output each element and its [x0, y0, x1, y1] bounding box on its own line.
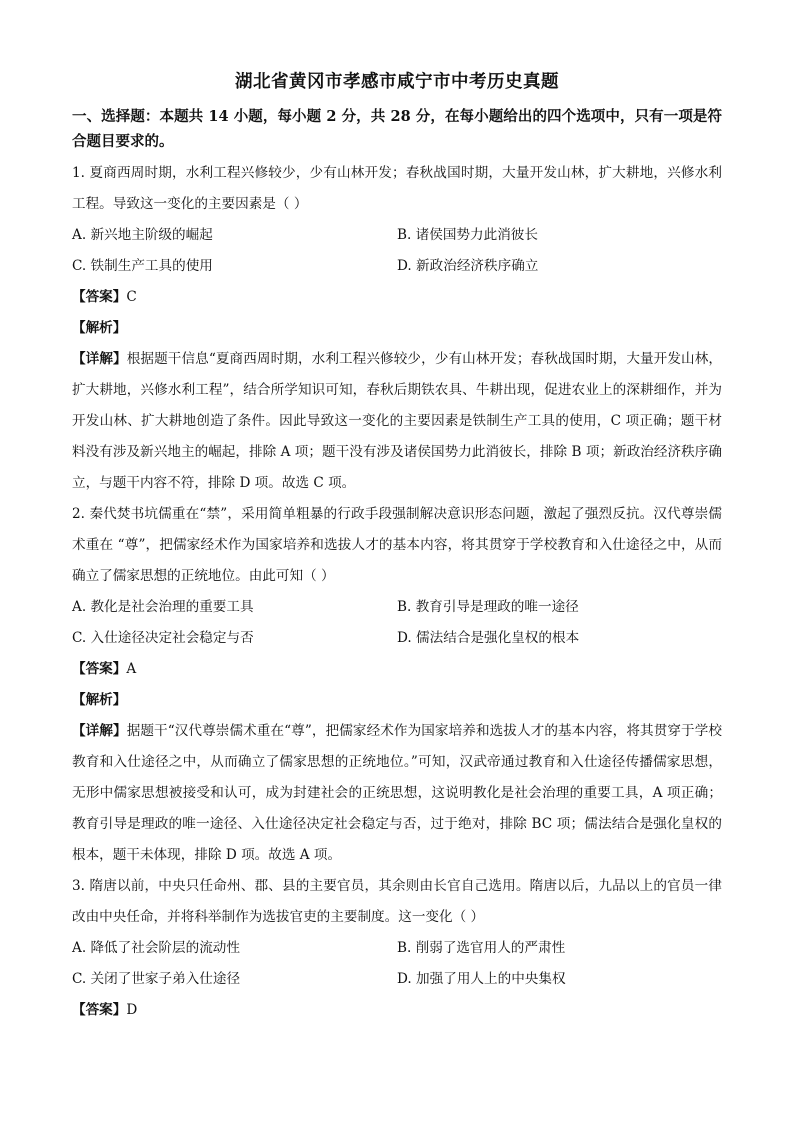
answer-line	[72, 995, 722, 1026]
answer-label: 【答案】	[72, 661, 127, 677]
page-title: 湖北省黄冈市孝感市咸宁市中考历史真题	[235, 72, 559, 92]
option-c: C. 关闭了世家子弟入仕途径	[72, 971, 241, 987]
option-d: D. 新政治经济秩序确立	[397, 258, 539, 274]
document-page	[72, 70, 722, 1026]
question-stem: 3. 隋唐以前，中央只任命州、郡、县的主要官员，其余则由长官自己选用。隋唐以后，九品以上的官员一律改由中央任命，并将科举制作为选拔官吏的主要制度。这一变化（ ）	[72, 878, 722, 925]
detail-text: 据题干“汉代尊崇儒术重在“尊”，把儒家经术作为国家培养和选拔人才的基本内容，将其贯穿于学校教育和入仕途径之中，从而确立了儒家思想的正统地位。”可知，汉武帝通过教育和入仕途径传播儒家思想，无形中儒家思想被接受和认可，成为封建社会的正统思想，这说明教化是社会治理的重要工具，A 项正确；教育引导是理政的唯一途径、入仕途径决定社会稳定与否，过于绝对，排除 BC 项；儒法结合是强化皇权的根本，题干未体现，排除 D 项。故选 A 项。	[72, 723, 722, 863]
option-b: B. 教育引导是理政的唯一途径	[397, 599, 579, 615]
option-b: B. 削弱了选官用人的严肃性	[397, 940, 566, 956]
option-a: A. 教化是社会治理的重要工具	[72, 599, 254, 615]
answer-label: 【答案】	[72, 1002, 127, 1018]
option-d: D. 儒法结合是强化皇权的根本	[397, 630, 580, 646]
answer-value: A	[126, 661, 137, 677]
answer-line	[72, 654, 722, 685]
option-c: C. 铁制生产工具的使用	[72, 258, 213, 274]
option-a: A. 新兴地主阶级的崛起	[72, 227, 213, 243]
detail-label: 【详解】	[72, 723, 127, 739]
answer-value: C	[126, 289, 137, 305]
detail-paragraph	[72, 716, 722, 871]
section-heading: 一、选择题：本题共 14 小题，每小题 2 分，共 28 分，在每小题给出的四个选项中，只有一项是符合题目要求的。	[72, 108, 722, 150]
analysis-line	[72, 685, 722, 716]
question-3	[72, 871, 722, 1026]
answer-value: D	[126, 1002, 138, 1018]
options-list	[72, 220, 722, 282]
analysis-label: 【解析】	[72, 320, 127, 336]
option-b: B. 诸侯国势力此消彼长	[397, 227, 538, 243]
analysis-line	[72, 313, 722, 344]
question-2	[72, 499, 722, 871]
answer-line	[72, 282, 722, 313]
analysis-label: 【解析】	[72, 692, 127, 708]
detail-text: 根据题干信息“夏商西周时期，水利工程兴修较少，少有山林开发；春秋战国时期，大量开发山林，扩大耕地，兴修水利工程”，结合所学知识可知，春秋后期铁农具、牛耕出现，促进农业上的深耕细作，并为开发山林、扩大耕地创造了条件。因此导致这一变化的主要因素是铁制生产工具的使用，C 项正确；题干材料没有涉及新兴地主的崛起，排除 A 项；题干没有涉及诸侯国势力此消彼长，排除 B 项；新政治经济秩序确立，与题干内容不符，排除 D 项。故选 C 项。	[72, 351, 723, 491]
option-a: A. 降低了社会阶层的流动性	[72, 940, 240, 956]
question-stem: 2. 秦代焚书坑儒重在“禁”，采用简单粗暴的行政手段强制解决意识形态问题，激起了强烈反抗。汉代尊崇儒术重在 “尊”，把儒家经术作为国家培养和选拔人才的基本内容，将其贯穿于学校教育和入仕途径之中，从而确立了儒家思想的正统地位。由此可知（ ）	[72, 506, 722, 584]
question-1	[72, 158, 722, 499]
option-d: D. 加强了用人上的中央集权	[397, 971, 566, 987]
answer-label: 【答案】	[72, 289, 127, 305]
options-list	[72, 933, 722, 995]
detail-label: 【详解】	[72, 351, 127, 367]
option-c: C. 入仕途径决定社会稳定与否	[72, 630, 254, 646]
question-stem: 1. 夏商西周时期，水利工程兴修较少，少有山林开发；春秋战国时期，大量开发山林，扩大耕地，兴修水利工程。导致这一变化的主要因素是（ ）	[72, 165, 722, 212]
detail-paragraph	[72, 344, 722, 499]
options-list	[72, 592, 722, 654]
